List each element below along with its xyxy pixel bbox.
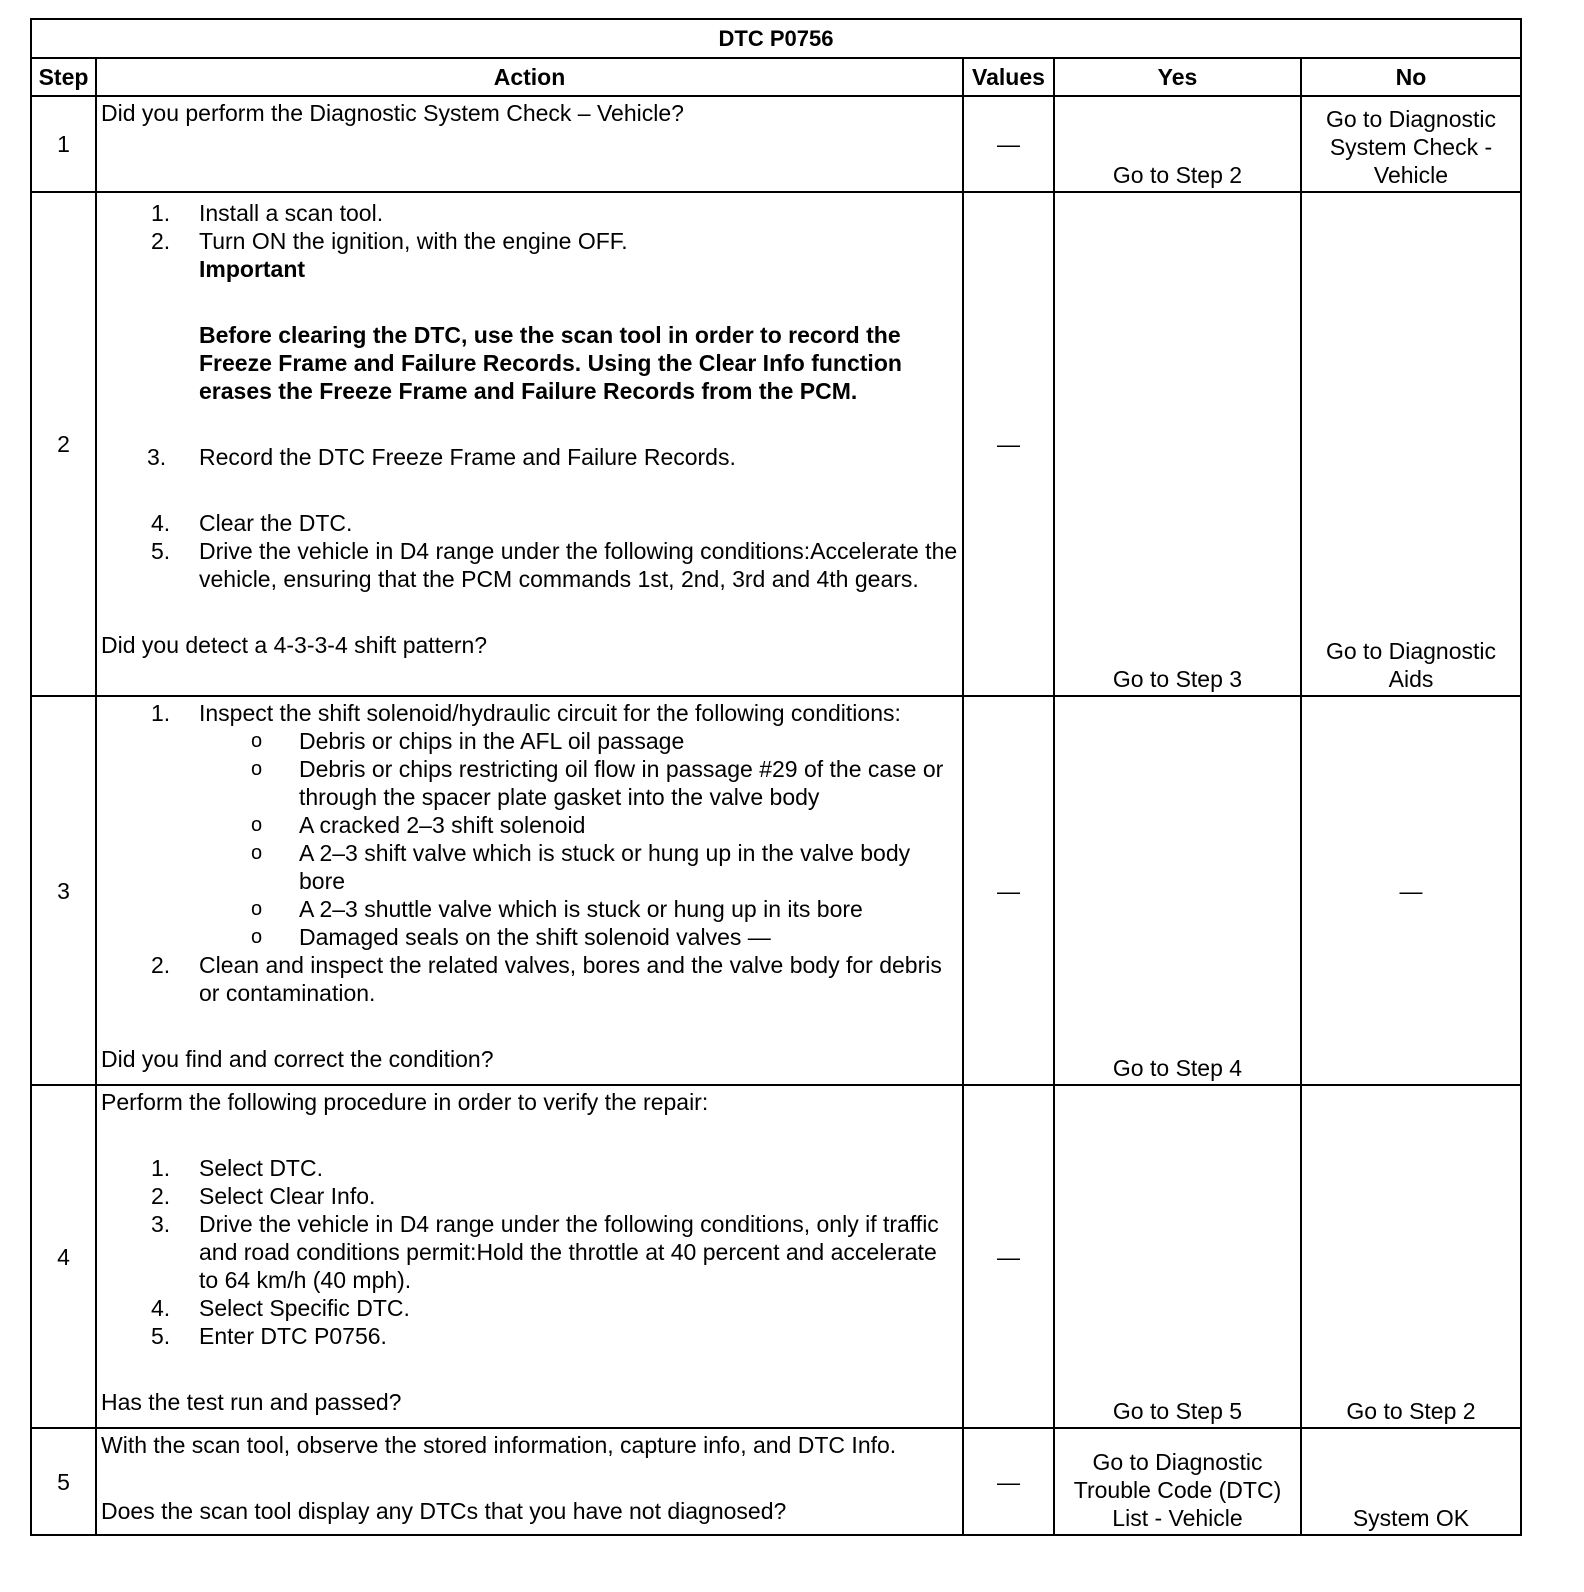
no-cell: Go to Diagnostic Aids xyxy=(1301,192,1521,696)
step-question: Has the test run and passed? xyxy=(101,1389,402,1415)
table-row-step-2 xyxy=(31,192,1521,696)
action-cell xyxy=(96,192,963,696)
step-number: 4 xyxy=(31,1085,96,1428)
yes-cell: Go to Diagnostic Trouble Code (DTC) List - Vehicle xyxy=(1054,1428,1301,1535)
list-item: 4. Clear the DTC. xyxy=(151,510,353,536)
header-yes: Yes xyxy=(1054,58,1301,96)
table-title: DTC P0756 xyxy=(31,19,1521,58)
step-question: Did you detect a 4-3-3-4 shift pattern? xyxy=(101,632,488,658)
table-row-step-4 xyxy=(31,1085,1521,1428)
action-cell xyxy=(96,696,963,1085)
yes-cell: Go to Step 3 xyxy=(1054,192,1301,696)
list-item: 4. Select Specific DTC. xyxy=(151,1295,410,1321)
table-row-step-3 xyxy=(31,696,1521,1085)
step-intro: Perform the following procedure in order to verify the repair: xyxy=(101,1089,709,1115)
value-cell: — xyxy=(963,192,1054,696)
no-cell: Go to Step 2 xyxy=(1301,1085,1521,1428)
bullet-item: o Damaged seals on the shift solenoid valves — xyxy=(251,924,771,950)
no-cell: — xyxy=(1301,696,1521,1085)
list-item: 3. Record the DTC Freeze Frame and Failure Records. xyxy=(147,444,736,470)
value-cell: — xyxy=(963,1428,1054,1535)
bullet-item: o A cracked 2–3 shift solenoid xyxy=(251,812,586,838)
table-row-step-1 xyxy=(31,96,1521,192)
table-row-step-5 xyxy=(31,1428,1521,1535)
step-question: Did you perform the Diagnostic System Check – Vehicle? xyxy=(101,100,684,126)
value-cell: — xyxy=(963,96,1054,192)
value-cell: — xyxy=(963,1085,1054,1428)
list-item: 1. Inspect the shift solenoid/hydraulic circuit for the following conditions: xyxy=(151,700,901,726)
bullet-item: o A 2–3 shuttle valve which is stuck or hung up in its bore xyxy=(251,896,863,922)
bullet-item: o Debris or chips restricting oil flow in passage #29 of the case or through the spacer plate gasket into the valve body xyxy=(251,756,944,810)
no-cell: System OK xyxy=(1301,1428,1521,1535)
list-item: 1. Install a scan tool. xyxy=(151,200,384,226)
list-item: 2. Clean and inspect the related valves, bores and the valve body for debris or contamination. xyxy=(151,952,942,1006)
yes-cell: Go to Step 2 xyxy=(1054,96,1301,192)
step-number: 1 xyxy=(31,96,96,192)
step-number: 2 xyxy=(31,192,96,696)
no-cell: Go to Diagnostic System Check - Vehicle xyxy=(1301,96,1521,192)
header-step: Step xyxy=(31,58,96,96)
list-item: 1. Select DTC. xyxy=(151,1155,323,1181)
value-cell: — xyxy=(963,696,1054,1085)
action-cell xyxy=(96,1085,963,1428)
step-question: Does the scan tool display any DTCs that you have not diagnosed? xyxy=(101,1498,787,1524)
step-number: 5 xyxy=(31,1428,96,1535)
list-item: 3. Drive the vehicle in D4 range under the following conditions, only if traffic and road conditions permit:Hold the throttle at 40 percent and accelerate to 64 km/h (40 mph). xyxy=(151,1211,939,1293)
header-no: No xyxy=(1301,58,1521,96)
step-intro: With the scan tool, observe the stored information, capture info, and DTC Info. xyxy=(101,1432,897,1458)
yes-cell: Go to Step 5 xyxy=(1054,1085,1301,1428)
step-number: 3 xyxy=(31,696,96,1085)
action-cell xyxy=(96,96,963,192)
yes-cell: Go to Step 4 xyxy=(1054,696,1301,1085)
list-item: 2. Turn ON the ignition, with the engine OFF. xyxy=(151,228,628,254)
dtc-table xyxy=(30,18,1522,1536)
header-action: Action xyxy=(96,58,963,96)
list-item: 2. Select Clear Info. xyxy=(151,1183,376,1209)
bullet-item: o Debris or chips in the AFL oil passage xyxy=(251,728,685,754)
list-item: 5. Drive the vehicle in D4 range under the following conditions:Accelerate the vehicle, ensuring that the PCM commands 1st, 2nd, 3rd and 4th gears. xyxy=(151,538,958,592)
header-values: Values xyxy=(963,58,1054,96)
list-item: 5. Enter DTC P0756. xyxy=(151,1323,387,1349)
action-cell xyxy=(96,1428,963,1535)
important-label: Important xyxy=(199,256,306,282)
step-question: Did you find and correct the condition? xyxy=(101,1046,494,1072)
important-text: Before clearing the DTC, use the scan tool in order to record the Freeze Frame and Failure Records. Using the Clear Info function erases the Freeze Frame and Failure Records from the PCM. xyxy=(199,322,902,404)
bullet-item: o A 2–3 shift valve which is stuck or hung up in the valve body bore xyxy=(251,840,911,894)
